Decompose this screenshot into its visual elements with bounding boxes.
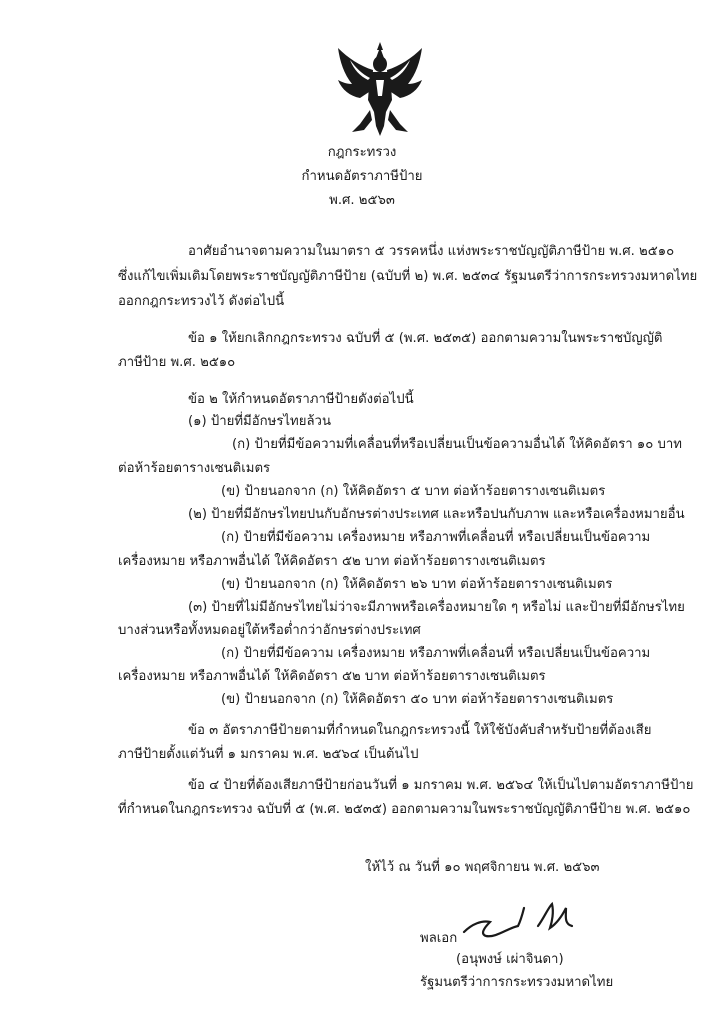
preamble-line: ซึ่งแก้ไขเพิ่มเติมโดยพระราชบัญญัติภาษีป้าย (ฉบับที่ ๒) พ.ศ. ๒๕๓๔ รัฐมนตรีว่าการกระทรวงมหาดไทย — [118, 269, 698, 284]
clause-1-line: ข้อ ๑ ให้ยกเลิกกฎกระทรวง ฉบับที่ ๕ (พ.ศ. ๒๕๓๕) ออกตามความในพระราชบัญญัติ — [188, 331, 663, 346]
given-date: ให้ไว้ ณ วันที่ ๑๐ พฤศจิกายน พ.ศ. ๒๕๖๓ — [365, 860, 600, 875]
clause-3-line: ภาษีป้ายตั้งแต่วันที่ ๑ มกราคม พ.ศ. ๒๕๖๔ เป็นต้นไป — [118, 747, 419, 762]
garuda-emblem-icon — [330, 40, 430, 140]
document-year: พ.ศ. ๒๕๖๓ — [329, 193, 395, 208]
signatory-rank: พลเอก — [420, 931, 458, 946]
clause-2-line: (ข) ป้ายนอกจาก (ก) ให้คิดอัตรา ๒๖ บาท ต่อห้าร้อยตารางเซนติเมตร — [221, 577, 613, 592]
clause-2-line: เครื่องหมาย หรือภาพอื่นได้ ให้คิดอัตรา ๕๒ บาท ต่อห้าร้อยตารางเซนติเมตร — [118, 554, 546, 569]
clause-2-line: ข้อ ๒ ให้กำหนดอัตราภาษีป้ายดังต่อไปนี้ — [188, 392, 414, 407]
clause-1-line: ภาษีป้าย พ.ศ. ๒๕๑๐ — [118, 355, 236, 370]
clause-3-line: ข้อ ๓ อัตราภาษีป้ายตามที่กำหนดในกฎกระทรวงนี้ ให้ใช้บังคับสำหรับป้ายที่ต้องเสีย — [188, 723, 652, 738]
clause-2-line: (ก) ป้ายที่มีข้อความ เครื่องหมาย หรือภาพที่เคลื่อนที่ หรือเปลี่ยนเป็นข้อความ — [221, 530, 651, 545]
clause-2-line: ต่อห้าร้อยตารางเซนติเมตร — [118, 461, 271, 476]
clause-2-line: (๒) ป้ายที่มีอักษรไทยปนกับอักษรต่างประเทศ และหรือปนกับภาพ และหรือเครื่องหมายอื่น — [188, 507, 685, 522]
signatory-name: (อนุพงษ์ เผ่าจินดา) — [456, 952, 564, 967]
clause-2-line: (๓) ป้ายที่ไม่มีอักษรไทยไม่ว่าจะมีภาพหรือเครื่องหมายใด ๆ หรือไม่ และป้ายที่มีอักษรไทย — [188, 600, 685, 615]
clause-4-line: ที่กำหนดในกฎกระทรวง ฉบับที่ ๕ (พ.ศ. ๒๕๓๕) ออกตามความในพระราชบัญญัติภาษีป้าย พ.ศ. ๒๕๑๐ — [118, 802, 691, 817]
clause-2-line: (ข) ป้ายนอกจาก (ก) ให้คิดอัตรา ๕๐ บาท ต่อห้าร้อยตารางเซนติเมตร — [221, 692, 614, 707]
signatory-position: รัฐมนตรีว่าการกระทรวงมหาดไทย — [420, 975, 614, 990]
signature-icon — [462, 898, 582, 944]
document-title: กำหนดอัตราภาษีป้าย — [301, 169, 423, 184]
clause-2-line: (ก) ป้ายที่มีข้อความ เครื่องหมาย หรือภาพที่เคลื่อนที่ หรือเปลี่ยนเป็นข้อความ — [221, 646, 651, 661]
clause-2-line: (ก) ป้ายที่มีข้อความที่เคลื่อนที่หรือเปลี่ยนเป็นข้อความอื่นได้ ให้คิดอัตรา ๑๐ บาท — [232, 437, 682, 452]
document-type: กฎกระทรวง — [327, 145, 397, 160]
preamble-line: อาศัยอำนาจตามความในมาตรา ๕ วรรคหนึ่ง แห่งพระราชบัญญัติภาษีป้าย พ.ศ. ๒๕๑๐ — [188, 244, 675, 259]
clause-2-line: บางส่วนหรือทั้งหมดอยู่ใต้หรือต่ำกว่าอักษรต่างประเทศ — [118, 623, 421, 638]
clause-4-line: ข้อ ๔ ป้ายที่ต้องเสียภาษีป้ายก่อนวันที่ ๑ มกราคม พ.ศ. ๒๕๖๔ ให้เป็นไปตามอัตราภาษีป้าย — [188, 778, 694, 793]
clause-2-line: (๑) ป้ายที่มีอักษรไทยล้วน — [188, 414, 331, 429]
clause-2-line: (ข) ป้ายนอกจาก (ก) ให้คิดอัตรา ๕ บาท ต่อห้าร้อยตารางเซนติเมตร — [221, 484, 606, 499]
clause-2-line: เครื่องหมาย หรือภาพอื่นได้ ให้คิดอัตรา ๕๒ บาท ต่อห้าร้อยตารางเซนติเมตร — [118, 669, 546, 684]
preamble-line: ออกกฎกระทรวงไว้ ดังต่อไปนี้ — [118, 294, 285, 309]
